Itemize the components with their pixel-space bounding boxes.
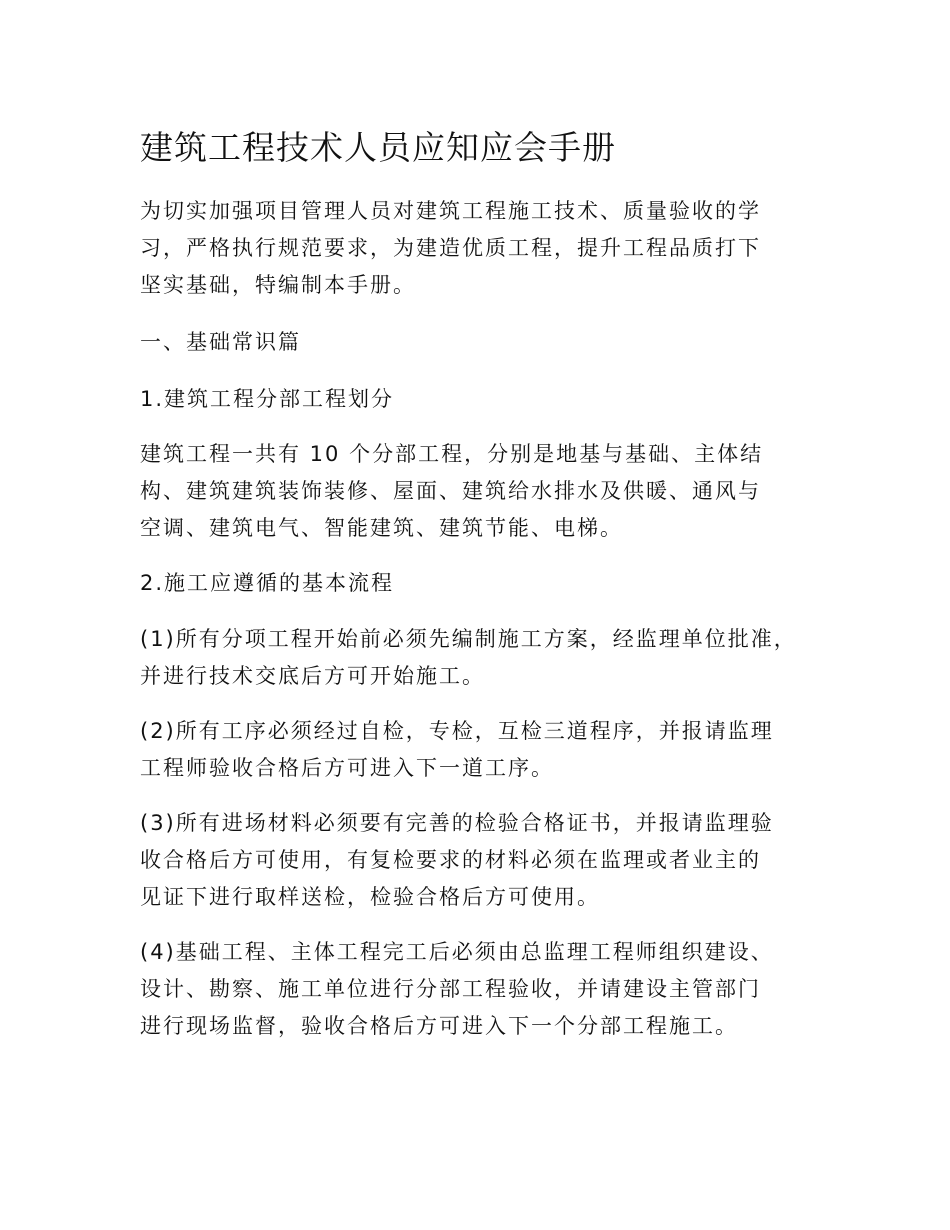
item3-line-1: (3)所有进场材料必须要有完善的检验合格证书，并报请监理验	[140, 811, 774, 835]
item4-line-2: 设计、勘察、施工单位进行分部工程验收，并请建设主管部门	[140, 977, 761, 1001]
sub1-heading: 1.建筑工程分部工程划分	[140, 387, 395, 411]
item4-line-3: 进行现场监督，验收合格后方可进入下一个分部工程施工。	[140, 1014, 738, 1038]
document-title: 建筑工程技术人员应知应会手册	[140, 128, 616, 167]
item2-line-2: 工程师验收合格后方可进入下一道工序。	[140, 756, 554, 780]
item1-line-2: 并进行技术交底后方可开始施工。	[140, 664, 485, 688]
sub1-body-line-1: 建筑工程一共有 10 个分部工程，分别是地基与基础、主体结	[140, 442, 764, 466]
sub2-heading: 2.施工应遵循的基本流程	[140, 571, 395, 595]
item2-line-1: (2)所有工序必须经过自检，专检，互检三道程序，并报请监理	[140, 719, 774, 743]
item3-line-2: 收合格后方可使用，有复检要求的材料必须在监理或者业主的	[140, 848, 761, 872]
intro-line-1: 为切实加强项目管理人员对建筑工程施工技术、质量验收的学	[140, 199, 761, 223]
item4-line-1: (4)基础工程、主体工程完工后必须由总监理工程师组织建设、	[140, 940, 774, 964]
section-heading: 一、基础常识篇	[140, 330, 301, 354]
sub1-body-line-2: 构、建筑建筑装饰装修、屋面、建筑给水排水及供暖、通风与	[140, 479, 761, 503]
item3-line-3: 见证下进行取样送检，检验合格后方可使用。	[140, 885, 600, 909]
item1-line-1: (1)所有分项工程开始前必须先编制施工方案，经监理单位批准，	[140, 627, 797, 651]
intro-line-2: 习，严格执行规范要求，为建造优质工程，提升工程品质打下	[140, 236, 761, 260]
sub1-body-line-3: 空调、建筑电气、智能建筑、建筑节能、电梯。	[140, 516, 623, 540]
intro-line-3: 坚实基础，特编制本手册。	[140, 273, 416, 297]
